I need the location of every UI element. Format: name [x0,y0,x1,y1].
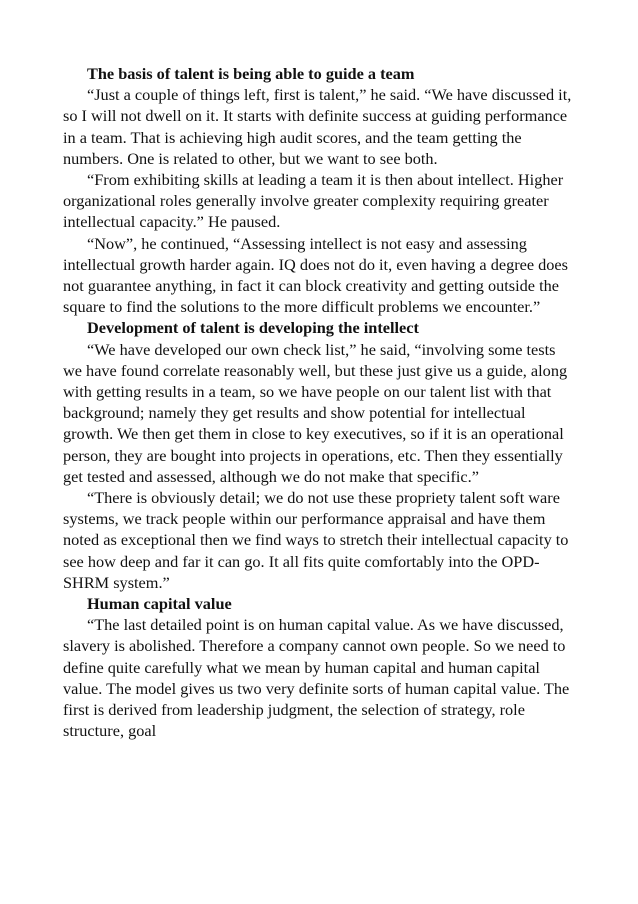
paragraph: “From exhibiting skills at leading a team it is then about intellect. Higher organizational roles generally involve greater complexity requiring greater intellectual capacity.” He paused. [63,170,564,232]
paragraph: “The last detailed point is on human capital value. As we have discussed, slavery is abolished. Therefore a company cannot own people. So we need to define quite carefully what we mean by human capital and human capital value. The model gives us two very definite sorts of human capital value. The first is derived from leadership judgment, the selection of strategy, role structure, goal [63,615,570,741]
section-heading-talent-basis: The basis of talent is being able to guide a team [87,64,415,83]
paragraph: “Now”, he continued, “Assessing intellect is not easy and assessing intellectual growth harder again. IQ does not do it, even having a degree does not guarantee anything, in fact it can block creativity and getting outside the square to find the solutions to the more difficult problems we encounter.” [63,233,568,317]
paragraph: “Just a couple of things left, first is talent,” he said. “We have discussed it, so I will not dwell on it. It starts with definite success at guiding performance in a team. That is achieving high audit scores, and the team getting the numbers. One is related to other, but we want to see both. [63,85,572,168]
section-heading-talent-development: Development of talent is developing the intellect [87,318,419,338]
document-page [63,63,578,742]
paragraph: “There is obviously detail; we do not use these propriety talent soft ware systems, we track people within our performance appraisal and have them noted as exceptional then we find ways to stretch their intellectual capacity to see how deep and far it can go. It all fits quite comfortably into the OPD-SHRM system.” [63,488,569,592]
paragraph: “We have developed our own check list,” he said, “involving some tests we have found correlate reasonably well, but these just give us a guide, along with getting results in a team, so we have people on our talent list with that background; namely they get results and show potential for intellectual growth. We then get them in close to key executives, so if it is an operational person, they are bought into projects in operations, etc. Then they essentially get tested and assessed, although we do not make that specific.” [63,339,568,486]
section-heading-human-capital-value: Human capital value [87,594,232,614]
